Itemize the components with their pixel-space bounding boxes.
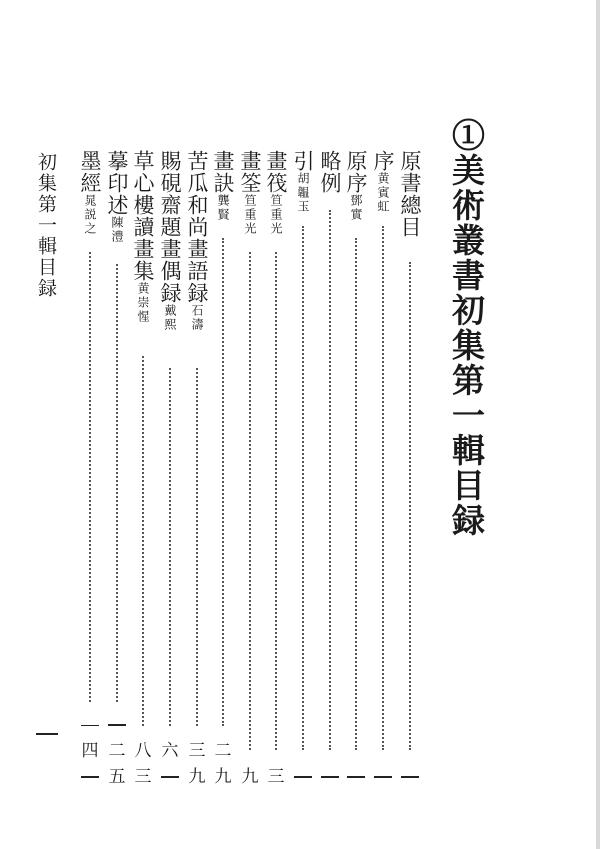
dot-leader — [329, 210, 331, 750]
numeral-one-glyph — [81, 725, 99, 727]
folio-number — [36, 733, 58, 735]
page-edge — [596, 0, 600, 849]
toc-entry[interactable] — [104, 150, 130, 790]
toc-entry[interactable] — [157, 150, 183, 790]
toc-entry-text — [210, 150, 236, 222]
toc-entry-title: 序 — [371, 150, 395, 172]
numeral-one-glyph — [347, 776, 365, 778]
running-header: 初集第一輯目録 — [35, 152, 57, 299]
toc-entry-text — [77, 150, 103, 236]
toc-page-number — [370, 764, 396, 790]
toc-entry-text — [237, 150, 263, 236]
numeral-one-glyph — [81, 776, 99, 778]
toc-entry-title: 賜硯齋題畫偶録 — [158, 150, 182, 304]
numeral-one-glyph — [108, 724, 126, 726]
dot-leader — [89, 252, 91, 702]
dot-leader — [302, 226, 304, 750]
toc-page-number — [317, 764, 343, 790]
page-title: ①美術叢書初集第一輯目録 — [447, 118, 486, 538]
toc-entry-text — [397, 150, 423, 238]
toc-entry-author: 胡韞玉 — [296, 172, 310, 214]
toc-entry-author: 龔賢 — [216, 194, 230, 222]
toc-entry[interactable] — [370, 150, 396, 790]
toc-entry-author: 戴熙 — [163, 304, 177, 332]
numeral-one-glyph — [321, 776, 339, 778]
toc-entry-author: 笪重光 — [269, 194, 283, 236]
toc-entry[interactable] — [343, 150, 369, 790]
dot-leader — [409, 262, 411, 750]
toc-entry-text — [263, 150, 289, 236]
numeral-glyph: 三 — [267, 767, 285, 787]
toc-page-number — [343, 764, 369, 790]
numeral-one-glyph — [294, 776, 312, 778]
toc-entry-author: 晁説之 — [83, 194, 97, 236]
toc-entry-title: 墨經 — [78, 150, 102, 194]
toc-entry-text — [370, 150, 396, 214]
toc-page-number — [397, 764, 423, 790]
numeral-glyph: 五 — [108, 767, 126, 787]
toc-page-number — [104, 712, 130, 790]
toc-entry-title: 原書總目 — [398, 150, 422, 238]
toc-entry-author: 石濤 — [190, 304, 204, 332]
dot-leader — [116, 264, 118, 702]
numeral-glyph: 八 — [134, 741, 152, 761]
toc-entry[interactable] — [237, 150, 263, 790]
toc-entry-author: 笪重光 — [243, 194, 257, 236]
numeral-one-glyph — [401, 776, 419, 778]
numeral-glyph: 九 — [188, 767, 206, 787]
toc-entry-text — [157, 150, 183, 332]
toc-page-number — [157, 738, 183, 790]
numeral-glyph: 九 — [214, 767, 232, 787]
numeral-glyph: 二 — [108, 741, 126, 761]
toc-entry-text — [104, 150, 130, 244]
toc-entry[interactable] — [77, 150, 103, 790]
toc-entry-text — [317, 150, 343, 194]
dot-leader — [142, 356, 144, 726]
toc-entry-title: 草心樓讀畫集 — [131, 150, 155, 282]
numeral-glyph: 三 — [134, 767, 152, 787]
numeral-glyph: 三 — [188, 741, 206, 761]
toc-page-number — [130, 738, 156, 790]
toc-entry-title: 原序 — [344, 150, 368, 194]
toc-entry-author: 黄賓虹 — [376, 172, 390, 214]
toc-entry-text — [343, 150, 369, 222]
toc-entry-author: 陳澧 — [110, 216, 124, 244]
numeral-glyph: 四 — [81, 741, 99, 762]
toc-entry[interactable] — [210, 150, 236, 790]
toc-entry-title: 畫筏 — [264, 150, 288, 194]
toc-page-number — [290, 764, 316, 790]
dot-leader — [275, 252, 277, 750]
toc-page-number — [237, 764, 263, 790]
dot-leader — [382, 226, 384, 750]
toc-entry-title: 略例 — [318, 150, 342, 194]
toc-entry-author: 鄧實 — [349, 194, 363, 222]
numeral-one-glyph — [374, 776, 392, 778]
numeral-glyph: 九 — [241, 767, 259, 787]
toc-entry[interactable] — [130, 150, 156, 790]
toc-entry[interactable] — [317, 150, 343, 790]
dot-leader — [249, 252, 251, 750]
toc-entry-author: 黄崇惺 — [136, 282, 150, 324]
numeral-glyph: 二 — [214, 741, 232, 761]
toc-entry-text — [130, 150, 156, 324]
toc-entry[interactable] — [184, 150, 210, 790]
dot-leader — [196, 368, 198, 726]
dot-leader — [169, 368, 171, 726]
dot-leader — [355, 238, 357, 750]
dot-leader — [222, 238, 224, 726]
toc-page-number — [263, 764, 289, 790]
numeral-one-glyph — [161, 776, 179, 778]
toc-entry-title: 苦瓜和尚畫語録 — [185, 150, 209, 304]
toc-entry[interactable] — [397, 150, 423, 790]
toc-page-number — [210, 738, 236, 790]
toc-page-number — [77, 713, 103, 790]
toc-entry-text — [184, 150, 210, 332]
toc-entry-title: 畫筌 — [238, 150, 262, 194]
toc-entry-title: 摹印述 — [105, 150, 129, 216]
numeral-glyph: 六 — [161, 741, 179, 762]
toc-entry[interactable] — [263, 150, 289, 790]
toc-entry-title: 畫訣 — [211, 150, 235, 194]
toc-entry-title: 引 — [291, 150, 315, 172]
toc-entry-text — [290, 150, 316, 214]
toc-entry[interactable] — [290, 150, 316, 790]
toc-page-number — [184, 738, 210, 790]
